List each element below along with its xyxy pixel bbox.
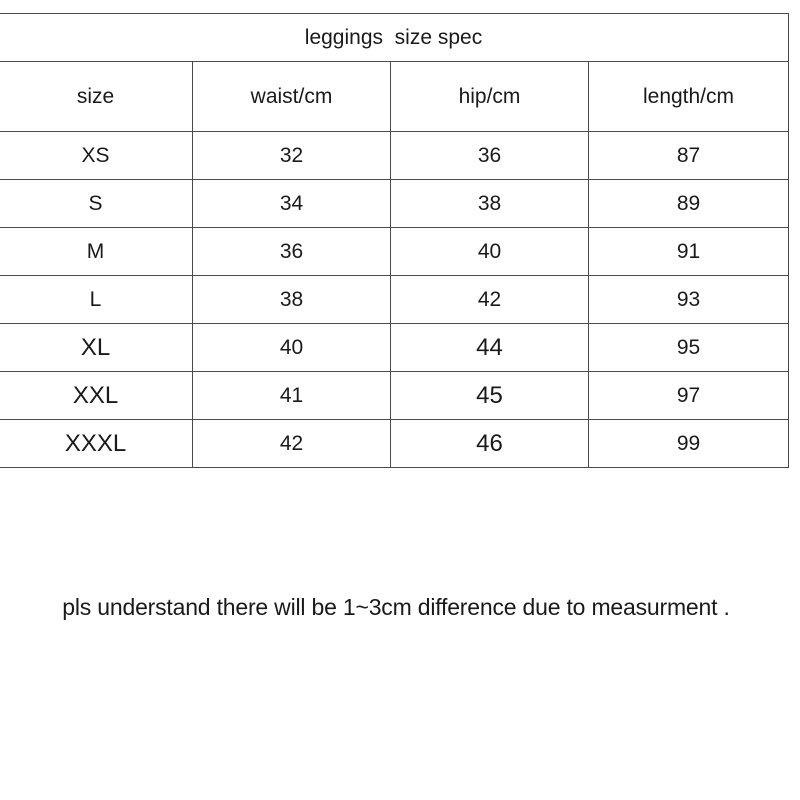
waist-cell: 36 [193,228,391,276]
size-cell: M [0,228,193,276]
length-cell: 95 [589,324,789,372]
measurement-note: pls understand there will be 1~3cm difference due to measurment . [62,594,730,620]
table-row [0,372,789,420]
size-spec-table [0,13,789,468]
table-row [0,276,789,324]
hip-cell: 38 [391,180,589,228]
length-cell: 91 [589,228,789,276]
table-title-row [0,14,789,62]
hip-cell: 45 [391,372,589,420]
table-row [0,132,789,180]
size-cell: L [0,276,193,324]
hip-cell: 46 [391,420,589,468]
hip-cell: 40 [391,228,589,276]
waist-cell: 32 [193,132,391,180]
table-row [0,324,789,372]
hip-cell: 36 [391,132,589,180]
waist-cell: 40 [193,324,391,372]
size-cell: XXL [0,372,193,420]
table-row [0,228,789,276]
waist-cell: 42 [193,420,391,468]
length-cell: 93 [589,276,789,324]
table-row [0,420,789,468]
table-title: leggings size spec [0,14,789,62]
size-cell: XXXL [0,420,193,468]
header-length: length/cm [589,62,789,132]
waist-cell: 34 [193,180,391,228]
size-cell: XL [0,324,193,372]
length-cell: 97 [589,372,789,420]
length-cell: 87 [589,132,789,180]
header-size: size [0,62,193,132]
waist-cell: 38 [193,276,391,324]
waist-cell: 41 [193,372,391,420]
size-cell: XS [0,132,193,180]
hip-cell: 44 [391,324,589,372]
length-cell: 99 [589,420,789,468]
header-hip: hip/cm [391,62,589,132]
table-header-row [0,62,789,132]
table-row [0,180,789,228]
size-cell: S [0,180,193,228]
hip-cell: 42 [391,276,589,324]
header-waist: waist/cm [193,62,391,132]
length-cell: 89 [589,180,789,228]
